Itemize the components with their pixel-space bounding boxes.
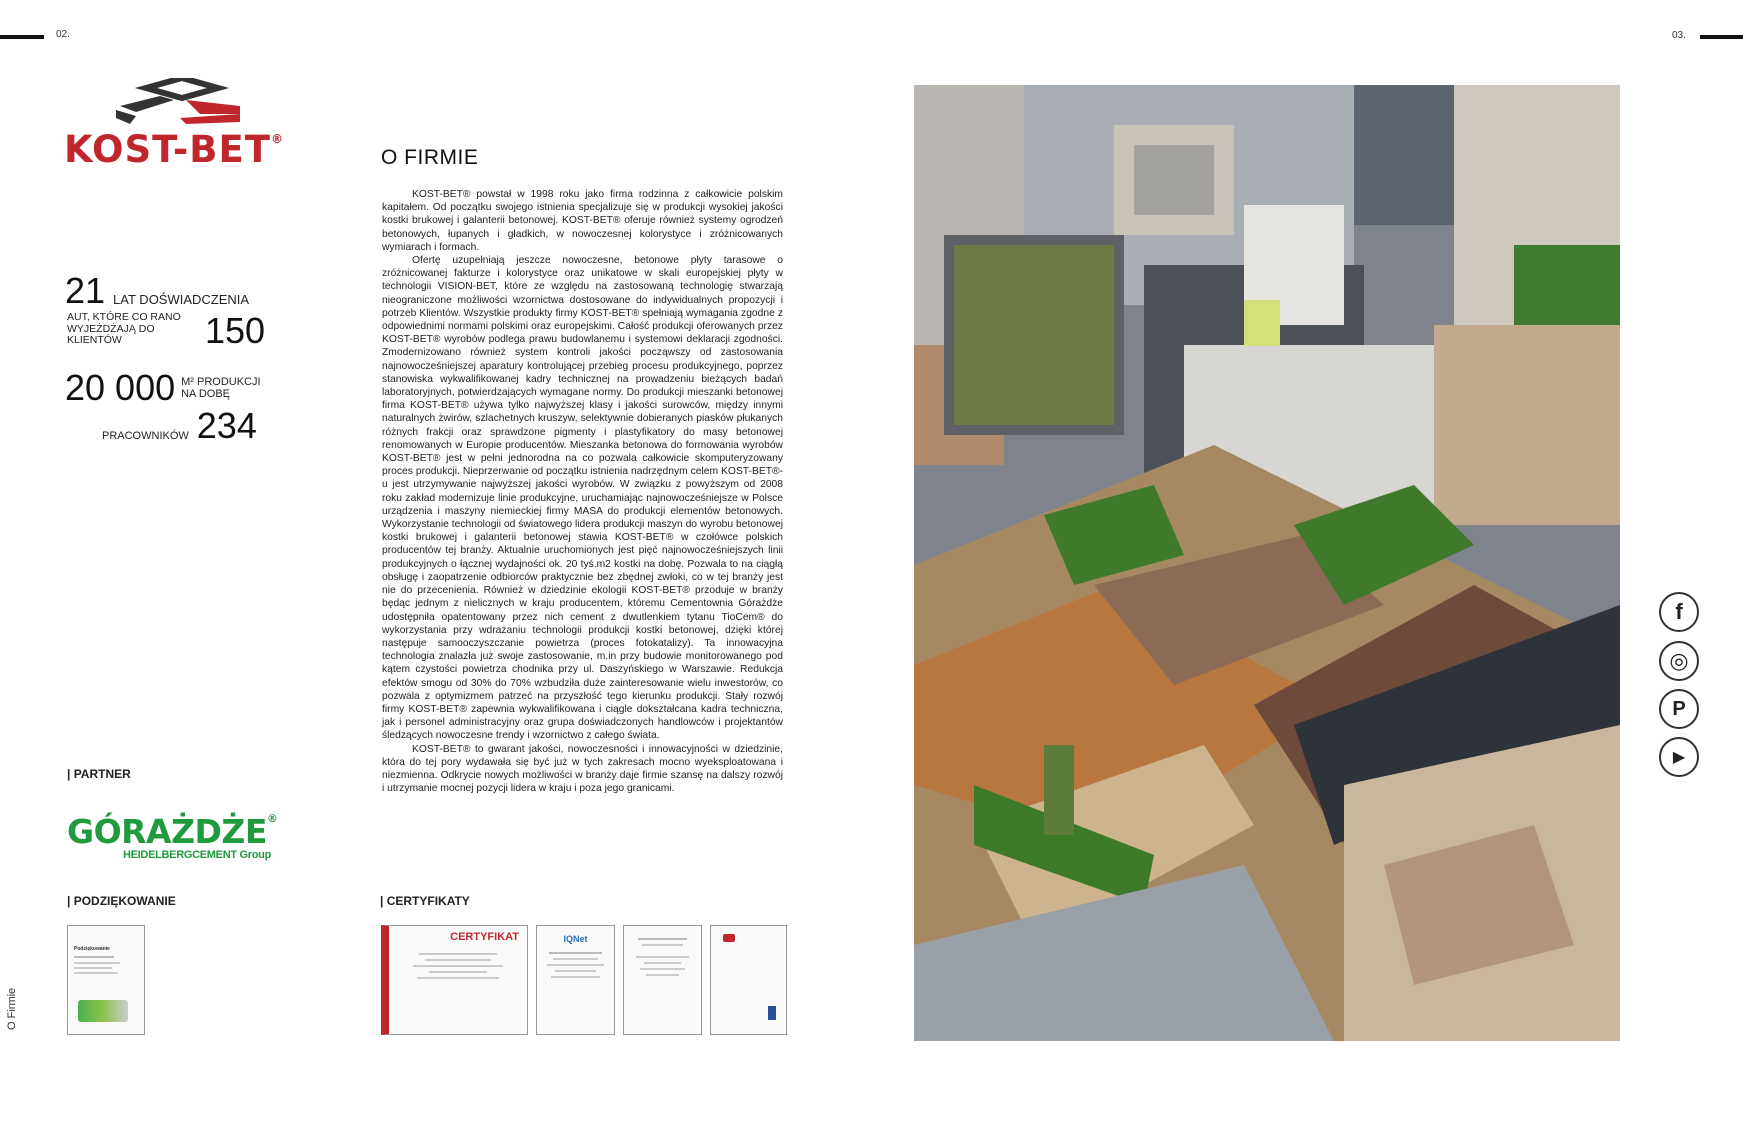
- stat-production-value: 20 000: [65, 367, 176, 408]
- stat-employees-value: 234: [196, 405, 257, 446]
- partner-registered: ®: [266, 812, 278, 825]
- facebook-icon: f: [1675, 599, 1683, 624]
- logo-bricks-icon: [90, 78, 260, 130]
- stat-trucks: [67, 309, 266, 351]
- certificate-thumbnail-4[interactable]: [710, 925, 787, 1035]
- thanks-doc-title: Podziękowanie: [74, 946, 110, 952]
- stat-production-label: M² PRODUKCJI NA DOBĘ: [181, 375, 261, 400]
- certificate-2-title: IQNet: [563, 934, 588, 944]
- thanks-document-thumbnail[interactable]: [67, 925, 145, 1035]
- partner-logo: [67, 812, 277, 861]
- stat-years-label: LAT DOŚWIADCZENIA: [113, 291, 250, 307]
- youtube-button[interactable]: [1659, 737, 1699, 777]
- stat-employees-label: PRACOWNIKÓW: [102, 429, 189, 442]
- top-rule-left: [0, 35, 44, 39]
- certificate-thumbnail-2[interactable]: [536, 925, 615, 1035]
- aerial-paving-photo: [914, 85, 1620, 1041]
- certificates-heading: | CERTYFIKATY: [380, 894, 470, 908]
- stat-years: [65, 270, 250, 311]
- certificate-4-stamp: [768, 1006, 776, 1020]
- page-number-left: 02.: [56, 29, 70, 40]
- article-paragraph-1: KOST-BET® powstał w 1998 roku jako firma rodzinna z całkowicie polskim kapitałem. Od początku swojego istnienia specjalizuje się w produkcji wysokiej jakości kostki brukowej i galanterii betonowej. KOST-BET® oferuje również systemy ogrodzeń betonowych, łupanych i gładkich, w nowoczesnej kolorystyce i zróżnicowanych wymiarach i formach.: [382, 189, 783, 253]
- article-body: [382, 188, 783, 795]
- pinterest-icon: P: [1672, 697, 1686, 720]
- aerial-photo-illustration: [914, 85, 1620, 1041]
- logo-registered: ®: [270, 132, 284, 146]
- side-label: O Firmie: [6, 987, 18, 1030]
- stat-trucks-label: AUT, KTÓRE CO RANO WYJEŻDŻAJĄ DO KLIENTÓW: [67, 311, 181, 347]
- certificate-1-title: CERTYFIKAT: [450, 931, 519, 943]
- stat-trucks-value: 150: [205, 309, 266, 351]
- partner-heading: | PARTNER: [67, 767, 131, 781]
- stat-employees: [102, 405, 257, 446]
- facebook-button[interactable]: [1659, 592, 1699, 632]
- top-rule-right: [1700, 35, 1743, 39]
- instagram-icon: ◎: [1669, 648, 1689, 673]
- thanks-doc-graphic: [78, 1000, 128, 1022]
- thanks-heading: | PODZIĘKOWANIE: [67, 894, 176, 908]
- youtube-icon: ▶: [1672, 749, 1686, 766]
- certificate-4-logo: [723, 934, 735, 942]
- article-paragraph-2: Ofertę uzupełniają jeszcze nowoczesne, betonowe płyty tarasowe o zróżnicowanej fakturze i kolorystyce oraz unikatowe w skali europejskiej płyty w technologii VISION-BET, które ze względu na zastosowaną technologię stwarzają nieograniczone możliwości wzornictwa dostosowane do indywidualnych propozycji i potrzeb Klientów. Wszystkie produkty firmy KOST-BET® spełniają wymagania zgodne z odpowiednimi normami polskimi oraz europejskimi. Całość produkcji oferowanych przez KOST-BET® wyrobów podlega prawu budowlanemu i systemowi deklaracji zgodności. Zmodernizowano również system kontroli jakości począwszy od zastosowania najnowocześniejszej aparatury kontrolującej przebieg procesu produkcyjnego, poprzez stanowiska wykwalifikowanej kadry technicznej na prowadzeniu bieżących badań laboratoryjnych, potwierdzających wymagane normy. Do produkcji mieszanki betonowej firma KOST-BET® używa tylko najwyższej klasy i jakości surowców, między innymi naturalnych żwirów, szlachetnych kruszyw, selektywnie dobieranych piasków płukanych różnych frakcji oraz sprawdzone pigmenty i plastyfikatory do masy betonowej renomowanych w Europie producentów. Mieszanka betonowa do formowania wyrobów KOST-BET® jest w pełni jednorodna na co pozwala całkowicie skomputeryzowany proces produkcji. Nieprzerwanie od początku istnienia nadrzędnym celem KOST-BET®-u jest utrzymywanie najwyższej jakości wyrobów. W związku z powyższym od 2008 roku zakład modernizuje linie produkcyjne, uruchamiając najnowocześniejsze w Polsce urządzenia i maszyny niemieckiej firmy MASA do produkcji elementów betonowych. Wykorzystanie technologii od światowego lidera produkcji maszyn do wyrobu betonowej kostki brukowej i galanterii betonowej stawia KOST-BET® w czołówce polskich producentów tej branży. Aktualnie uruchomionych jest pięć najnowocześniejszych linii produkcyjnych o łącznej wydajności ok. 20 tyś.m2 kostki na dobę. Pozwala to na ciągłą obsługę i zaopatrzenie odbiorców praktycznie bez zbędnej zwłoki, co w tej branży jest nie do przecenienia. Również w dziedzinie ekologii KOST-BET® przoduje w branży będąc jednym z nielicznych w kraju producentem, któremu Cementownia Górażdże udostępniła opatentowany przez nich cement z dwutlenkiem tytanu TioCem® do wykorzystania przy wdrażaniu technologii produkcji kostki betonowej, dzięki której następuje samooczyszczanie powietrza (proces fotokatalizy). Ta innowacyjna technologia znalazła już swoje zastosowanie, m.in przy budowie monitorowanego pod kątem czystości powietrza chodnika przy ul. Daszyńskiego w Warszawie. Redukcja efektów smogu od 30% do 70% wzbudziła duże zainteresowanie wielu inwestorów, co pozwala z optymizmem patrzeć na przyszłość tego kierunku produkcji. Stały rozwój firmy KOST-BET® zapewnia wykwalifikowana i ciągle dokształcana kadra techniczna, jak i personel administracyjny oraz grupa doświadczonych handlowców i projektantów śledzących nowoczesne trendy i wzornictwo z całego świata.: [382, 255, 783, 742]
- pinterest-button[interactable]: [1659, 689, 1699, 729]
- page-number-right: 03.: [1672, 30, 1686, 41]
- article-title: O FIRMIE: [381, 146, 479, 169]
- instagram-button[interactable]: [1659, 641, 1699, 681]
- article-paragraph-3: KOST-BET® to gwarant jakości, nowoczesności i innowacyjności w dziedzinie, która do tej pory wydawała się być już w tych zakresach mocno wyeksploatowana i niezmienna. Odkrycie nowych możliwości w branży daje firmie szansę na dalszy rozwój i utrzymanie mocnej pozycji lidera w kraju i poza jego granicami.: [382, 743, 783, 795]
- kost-bet-logo: [64, 78, 284, 171]
- stat-years-value: 21: [65, 270, 106, 311]
- partner-group: HEIDELBERGCEMENT Group: [123, 849, 272, 861]
- certificate-thumbnail-1[interactable]: [381, 925, 528, 1035]
- logo-wordmark: KOST-BET: [64, 128, 271, 171]
- stat-production: [65, 367, 269, 408]
- certificate-thumbnail-3[interactable]: [623, 925, 702, 1035]
- partner-name: GÓRAŻDŻE: [67, 812, 267, 851]
